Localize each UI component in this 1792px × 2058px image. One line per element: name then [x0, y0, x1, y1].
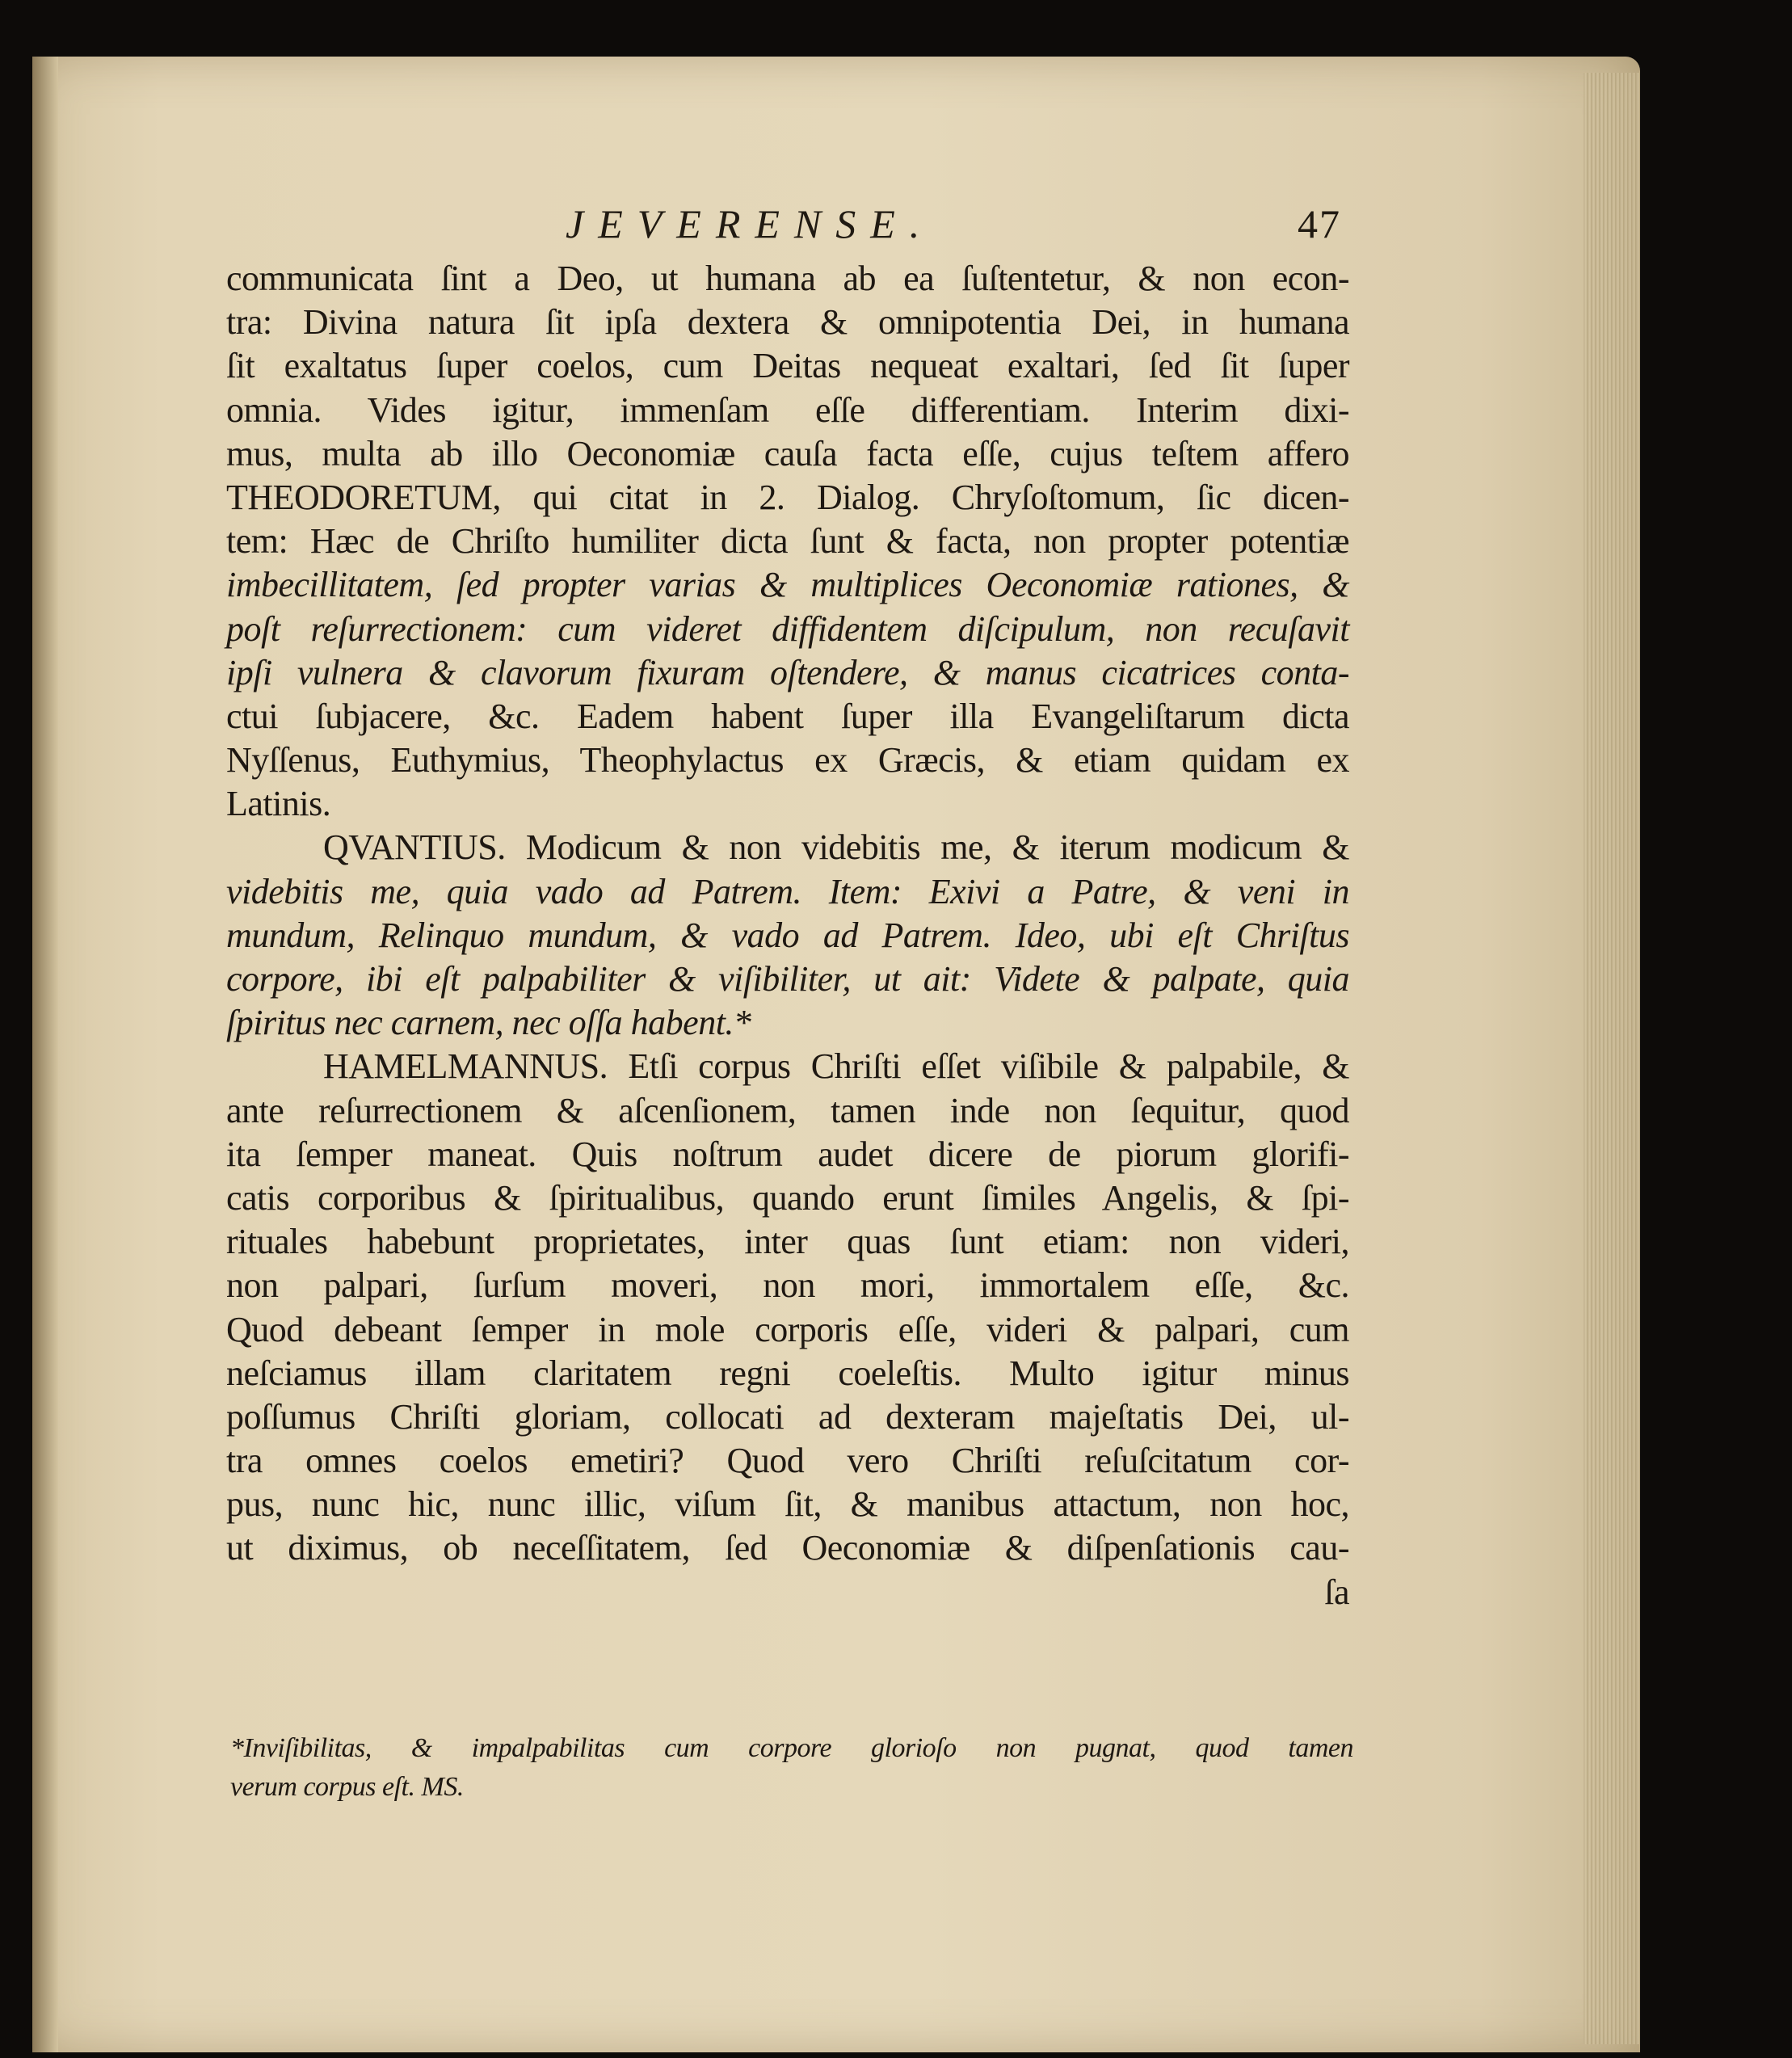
text-line: ante reſurrectionem & aſcenſionem, tamen inde non ſequitur, quod [226, 1090, 1349, 1130]
text-line: Nyſſenus, Euthymius, Theophylactus ex Græcis, & etiam quidam ex [226, 740, 1349, 781]
body-text [226, 257, 1349, 1614]
text-line: videbitis me, quia vado ad Patrem. Item: Exivi a Patre, & veni in [226, 871, 1349, 911]
text-line: ſpiritus nec carnem, nec oſſa habent.* [226, 1003, 751, 1043]
page-gutter [32, 57, 58, 2052]
text-line: mus, multa ab illo Oeconomiæ cauſa facta eſſe, cujus teſtem affero [226, 433, 1349, 473]
text-line: rituales habebunt proprietates, inter quas ſunt etiam: non videri, [226, 1222, 1349, 1262]
text-line: THEODORETUM, qui citat in 2. Dialog. Chryſoſtomum, ſic dicen- [226, 477, 1349, 517]
page-number: 47 [1298, 201, 1341, 246]
page-edges [1584, 73, 1640, 2044]
text-line: Quod debeant ſemper in mole corporis eſſe, videri & palpari, cum [226, 1309, 1349, 1349]
text-line: non palpari, ſurſum moveri, non mori, immortalem eſſe, &c. [226, 1265, 1349, 1306]
text-line: ipſi vulnera & clavorum fixuram oſtendere, & manus cicatrices conta- [226, 652, 1349, 692]
page-header [566, 200, 1341, 265]
text-line: imbecillitatem, ſed propter varias & multiplices Oeconomiæ rationes, & [226, 565, 1349, 605]
text-line: ita ſemper maneat. Quis noſtrum audet dicere de piorum glorifi- [226, 1134, 1349, 1174]
running-title: JEVERENSE. [566, 201, 935, 246]
footnote-line: verum corpus eſt. MS. [230, 1772, 464, 1802]
footnote [230, 1729, 1353, 1807]
text-line: neſciamus illam claritatem regni coeleſtis. Multo igitur minus [226, 1353, 1349, 1393]
text-line: QVANTIUS. Modicum & non videbitis me, & iterum modicum & [323, 827, 1349, 868]
text-line: catis corporibus & ſpiritualibus, quando erunt ſimiles Angelis, & ſpi- [226, 1177, 1349, 1218]
text-line: corpore, ibi eſt palpabiliter & viſibiliter, ut ait: Videte & palpate, quia [226, 959, 1349, 999]
text-line: ſit exaltatus ſuper coelos, cum Deitas nequeat exaltari, ſed ſit ſuper [226, 346, 1349, 386]
footnote-line: *Inviſibilitas, & impalpabilitas cum corpore glorioſo non pugnat, quod tamen [230, 1733, 1353, 1763]
text-line: tem: Hæc de Chriſto humiliter dicta ſunt & facta, non propter potentiæ [226, 521, 1349, 562]
catchword: ſa [1324, 1572, 1349, 1612]
text-line: poſſumus Chriſti gloriam, collocati ad dexteram majeſtatis Dei, ul- [226, 1396, 1349, 1437]
text-line: Latinis. [226, 784, 331, 824]
text-line: HAMELMANNUS. Etſi corpus Chriſti eſſet viſibile & palpabile, & [323, 1046, 1349, 1087]
text-line: poſt reſurrectionem: cum videret diffidentem diſcipulum, non recuſavit [226, 608, 1349, 649]
text-line: tra: Divina natura ſit ipſa dextera & omnipotentia Dei, in humana [226, 302, 1349, 343]
text-line: pus, nunc hic, nunc illic, viſum ſit, & manibus attactum, non hoc, [226, 1484, 1349, 1525]
text-line: communicata ſint a Deo, ut humana ab ea ſuſtentetur, & non econ- [226, 259, 1349, 298]
text-line: ut diximus, ob neceſſitatem, ſed Oeconomiæ & diſpenſationis cau- [226, 1528, 1349, 1568]
text-line: mundum, Relinquo mundum, & vado ad Patrem. Ideo, ubi eſt Chriſtus [226, 915, 1349, 955]
text-line: ctui ſubjacere, &c. Eadem habent ſuper illa Evangeliſtarum dicta [226, 696, 1349, 736]
text-line: tra omnes coelos emetiri? Quod vero Chriſti reſuſcitatum cor- [226, 1441, 1349, 1481]
text-line: omnia. Vides igitur, immenſam eſſe differentiam. Interim dixi- [226, 389, 1349, 430]
